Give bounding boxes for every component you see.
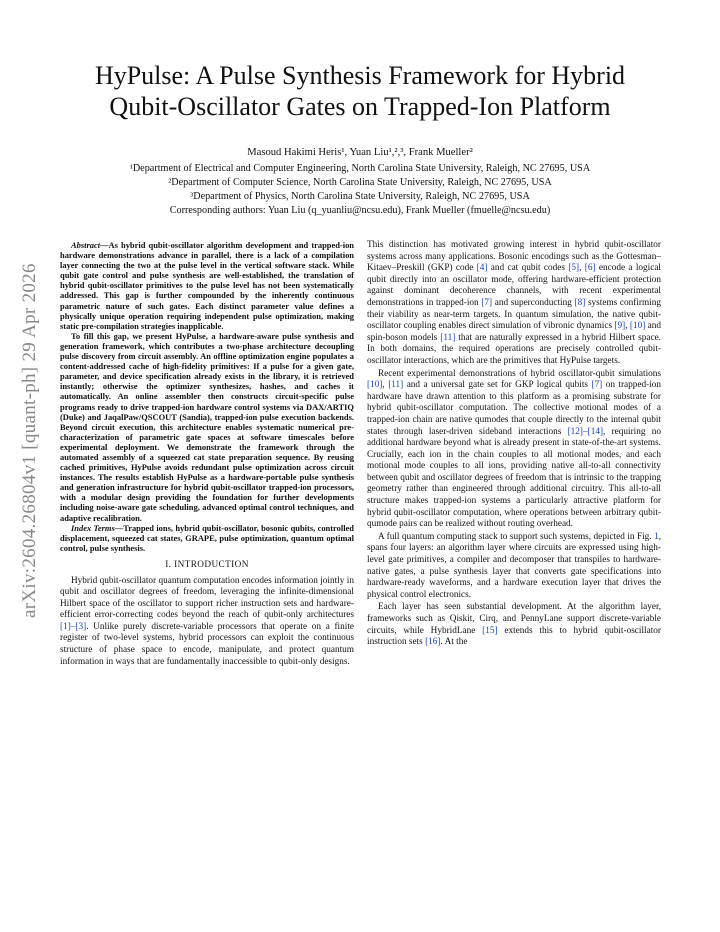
author-block [40, 146, 680, 218]
citation-link[interactable]: [12]–[14] [567, 426, 604, 437]
section-heading-introduction: I. INTRODUCTION [165, 559, 249, 570]
abstract-paragraph-1: Abstract—As hybrid qubit-oscillator algorithm development and trapped-ion hardware demonstrations advance in parallel, there is a lack of a compilation layer connecting the two at the pulse level in the vertical software stack. While qubit gate control and pulse synthesis are well-established, the translation of hybrid qubit-oscillator primitives to the pulse level has not been systematically addressed. This gap is further compounded by the inherently continuous parametric nature of such gates. Each distinct parameter value defines a physically unique operation requiring independent pulse optimization, making static pre-compilation strategies inapplicable. [60, 240, 354, 331]
citation-link[interactable]: [1]–[3] [60, 621, 87, 632]
index-terms: Index Terms—Trapped ions, hybrid qubit-oscillator, bosonic qubits, controlled displacement, squeezed cat states, GRAPE, pulse optimization, quantum optimal control, pulse synthesis. [60, 522, 354, 553]
citation-link[interactable]: [7] [481, 297, 493, 308]
affiliation-2: ²Department of Computer Science, North Carolina State University, Raleigh, NC 27695, USA [168, 177, 552, 188]
citation-link[interactable]: [9] [614, 321, 626, 332]
author-names: Masoud Hakimi Heris¹, Yuan Liu¹,²,³, Frank Mueller² [247, 147, 473, 158]
right-column [367, 240, 661, 650]
title-line-2: Qubit-Oscillator Gates on Trapped-Ion Platform [109, 92, 611, 121]
citation-link[interactable]: [16] [425, 637, 441, 648]
corresponding-authors: Corresponding authors: Yuan Liu (q_yuanliu@ncsu.edu), Frank Mueller (fmuelle@ncsu.edu) [169, 205, 551, 216]
citation-link[interactable]: [4] [476, 263, 488, 274]
citation-link[interactable]: [10] [367, 380, 383, 391]
affiliation-1: ¹Department of Electrical and Computer Engineering, North Carolina State University, Raleigh, NC 27695, USA [129, 163, 591, 174]
citation-link[interactable]: [11] [388, 380, 404, 391]
citation-link[interactable]: [15] [482, 625, 498, 636]
citation-link[interactable]: [6] [584, 263, 596, 274]
arxiv-identifier: arXiv:2604.26804v1 [quant-ph] 29 Apr 2026 [19, 263, 40, 618]
abstract-paragraph-2: To fill this gap, we present HyPulse, a hardware-aware pulse synthesis and generation framework, which contributes a two-phase architecture decoupling pulse discovery from circuit assembly. An offline optimization engine populates a content-addressed cache of high-fidelity primitives: If a pulse for a given gate, parameter, and device specification already exists in the library, it is retrieved instantly; otherwise the optimizer synthesizes, hashes, and caches it automatically. An online assembler then constructs circuit-specific pulse programs ready to drive trapped-ion hardware control systems via DAX/ARTIQ (Duke) and JaqalPaw/QSCOUT (Sandia), trapped-ion pulse execution backends. Beyond circuit execution, this architecture enables systematic numerical pre-characterization of parametric gate spaces at software timescales before experimental deployment. We demonstrate the framework through the automated assembly of a squeezed cat state preparation sequence. By reusing cached primitives, HyPulse avoids redundant pulse optimization across circuit instances. The results establish HyPulse as a hardware-portable pulse synthesis and generation infrastructure for hybrid qubit-oscillator trapped-ion processors, with a modular design providing the foundation for further developments including noise-aware gate scheduling, advanced optimal control techniques, and adaptive recalibration. [60, 330, 354, 523]
body-paragraph-4: Each layer has seen substantial development. At the algorithm layer, frameworks such as Qiskit, Cirq, and PennyLane support discrete-variable circuits, while HybridLane [15] extends this to hybrid qubit-oscillator instruction sets [16]. At the [367, 602, 662, 648]
body-paragraph-3: A full quantum computing stack to support such systems, depicted in Fig. 1, spans four layers: an algorithm layer where circuits are expressed using high-level gate primitives, a compiler and decomposer that transpiles to hardware-native gates, a pulse synthesis layer that converts gate specifications into hardware-ready waveforms, and a hardware execution layer that drives the physical control electronics. [367, 531, 661, 600]
title-line-1: HyPulse: A Pulse Synthesis Framework for Hybrid [94, 61, 626, 90]
paper-title [40, 60, 680, 122]
index-terms-label: Index Terms [71, 522, 115, 533]
abstract-label: Abstract [71, 240, 101, 250]
body-paragraph-2: Recent experimental demonstrations of hybrid oscillator-qubit simulations [10], [11] and a universal gate set for GKP logical qubits [7] on trapped-ion hardware have drawn attention to this platform as a promising substrate for hybrid qubit-oscillator computation. The collective motional modes of a trapped-ion chain are native qumodes that couple directly to the internal qubit states through laser-driven sideband interactions [12]–[14], requiring no additional hardware beyond what is already present in state-of-the-art systems. Crucially, each ion in the chain couples to all motional modes, and each motional mode couples to all ions, providing native all-to-all connectivity between qubit and oscillator degrees of freedom that is intrinsic to the trapping geometry rather than engineered through additional circuitry. This all-to-all structure makes trapped-ion systems a particularly attractive platform for hybrid qubit-oscillator computation, where operations between arbitrary qubit-qumode pairs can be realized without routing overhead. [367, 368, 662, 530]
body-paragraph-1: This distinction has motivated growing interest in hybrid qubit-oscillator systems across many applications. Bosonic encodings such as the Gottesman–Kitaev–Preskill (GKP) code [4] and cat qubit codes [5], [6] encode a logical qubit directly into an oscillator mode, offering hardware-efficient protection against dominant decoherence channels, with recent experimental demonstrations in trapped-ion [7] and superconducting [8] systems confirming their viability as near-term targets. In quantum simulation, the native qubit-oscillator coupling enables direct simulation of vibronic dynamics [9], [10] and spin-boson models [11] that are naturally expressed in a hybrid Hilbert space. In both domains, the required operations are precisely controlled qubit-oscillator interactions, which are the primitives that HyPulse targets. [367, 240, 662, 366]
citation-link[interactable]: [5] [568, 263, 580, 274]
figure-link[interactable]: 1 [654, 531, 659, 542]
citation-link[interactable]: [7] [591, 380, 603, 391]
left-column [60, 240, 354, 669]
citation-link[interactable]: [11] [440, 332, 456, 343]
citation-link[interactable]: [8] [574, 297, 586, 308]
citation-link[interactable]: [10] [629, 321, 646, 332]
affiliation-3: ³Department of Physics, North Carolina State University, Raleigh, NC 27695, USA [190, 191, 530, 202]
intro-paragraph-1: Hybrid qubit-oscillator quantum computation encodes information jointly in qubit and oscillator degrees of freedom, leveraging the infinite-dimensional Hilbert space of the oscillator to support richer instruction sets and hardware-efficient error-correcting codes beyond the reach of qubit-only architectures [1]–[3]. Unlike purely discrete-variable processors that operate on a finite register of two-level systems, hybrid processors can exploit the continuous structure of phase space to encode, manipulate, and protect quantum information in ways that are fundamentally inaccessible to qubit-only designs. [60, 575, 354, 667]
abstract [60, 240, 354, 553]
